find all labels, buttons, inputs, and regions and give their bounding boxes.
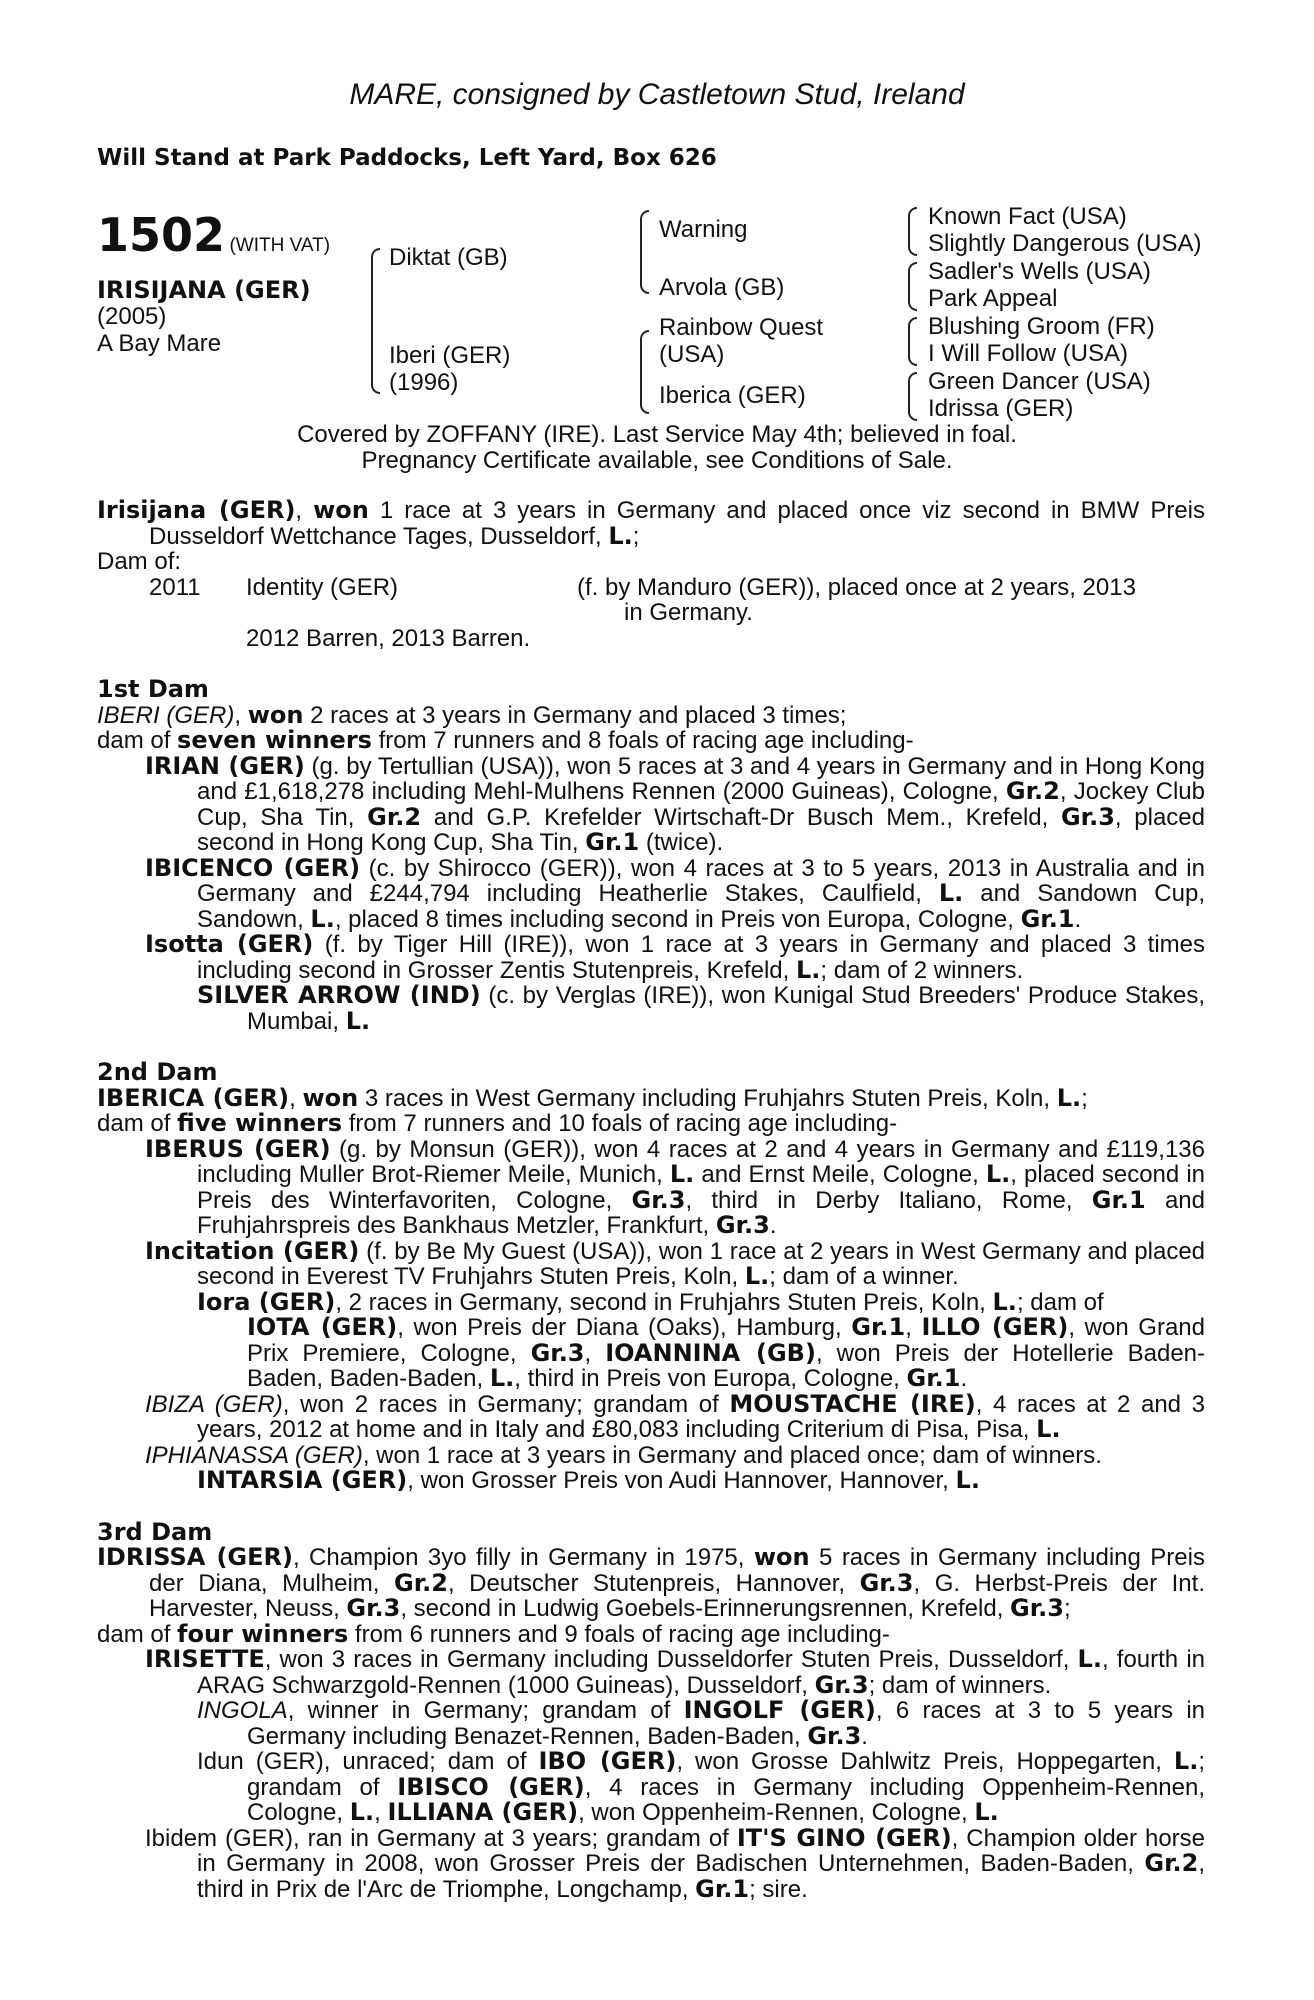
- dam3-winners: four winners: [177, 1619, 349, 1648]
- idrissa-text-4: , G. Herbst-Preis der Int. Harvester, Neuss,: [149, 1569, 1205, 1622]
- ioannina-name: IOANNINA (GB): [605, 1338, 816, 1367]
- ibo-name: IBO (GER): [538, 1747, 677, 1775]
- pedigree-dss: Blushing Groom (FR): [928, 313, 1155, 340]
- pedigree-dam-year: (1996): [389, 369, 459, 396]
- pedigree-ssd: Slightly Dangerous (USA): [928, 230, 1202, 257]
- horse-description: A Bay Mare: [97, 330, 222, 357]
- progeny-silver-arrow: [97, 983, 1205, 1034]
- iberus-dot: .: [769, 1212, 777, 1239]
- irisette-listed: L.: [1077, 1645, 1102, 1673]
- ioannina-dot: .: [960, 1365, 968, 1392]
- incitation-text-2: ; dam of a winner.: [769, 1263, 959, 1290]
- iberica-comma: ,: [289, 1084, 303, 1112]
- iberus-gr3-b: Gr.3: [715, 1211, 770, 1239]
- irian-text-2: , Jockey Club Cup, Sha Tin,: [197, 778, 1205, 831]
- third-dam-heading: 3rd Dam: [97, 1517, 213, 1546]
- iora-listed: L.: [992, 1287, 1017, 1316]
- idrissa-won: won: [753, 1543, 810, 1571]
- lot-number-line: [97, 208, 330, 262]
- intro-won: won: [313, 496, 369, 524]
- progeny-intarsia: [97, 1468, 1205, 1494]
- pedigree-brace-dd: [908, 372, 917, 421]
- irisette-name: IRISETTE: [145, 1645, 265, 1673]
- iphianassa-text: , won 1 race at 3 years in Germany and placed once; dam of winners.: [362, 1441, 1102, 1469]
- lot-number: 1502: [97, 208, 226, 262]
- second-dam-produce-summary: [97, 1111, 1205, 1137]
- ingola-text: , winner in Germany; grandam of: [287, 1697, 684, 1724]
- pedigree-dd: Iberica (GER): [659, 382, 806, 409]
- progeny-incitation: [97, 1236, 1206, 1290]
- intro-listed: L.: [608, 521, 633, 550]
- pedigree-dam: Iberi (GER): [389, 342, 511, 369]
- catalogue-header: MARE, consigned by Castletown Stud, Ireland: [349, 78, 965, 111]
- progeny-iberus: [97, 1134, 1205, 1239]
- iberus-text-2: and Ernst Meile, Cologne,: [694, 1161, 986, 1188]
- iberus-listed-b: L.: [985, 1160, 1011, 1188]
- progeny-ibicenco: [97, 853, 1205, 933]
- second-dam-heading: 2nd Dam: [97, 1058, 218, 1086]
- iberus-gr1: Gr.1: [1091, 1185, 1146, 1214]
- dam3-summary-text: from 6 runners and 9 foals of racing age including-: [348, 1620, 890, 1648]
- ibisco-text: , 4 races in Germany including Oppenheim-Rennen, Cologne,: [247, 1773, 1205, 1826]
- moustache-listed: L.: [1036, 1415, 1061, 1443]
- ibo-listed: L.: [1173, 1747, 1199, 1775]
- produce-desc-cont: in Germany.: [624, 598, 753, 626]
- progeny-idun: [97, 1749, 1205, 1826]
- ibidem-name: Ibidem (GER): [145, 1824, 293, 1852]
- iberica-name: IBERICA (GER): [97, 1083, 290, 1112]
- iora-text-2: ; dam of: [1016, 1288, 1104, 1316]
- intro-paragraph: [97, 498, 1205, 549]
- progeny-iphianassa: [97, 1443, 1205, 1469]
- foaling-year: (2005): [97, 303, 167, 330]
- iberus-text-3: , placed second in Preis des Winterfavoriten, Cologne,: [197, 1161, 1205, 1214]
- ibidem-text: , ran in Germany at 3 years; grandam of: [293, 1824, 737, 1852]
- ioannina-listed: L.: [489, 1364, 515, 1392]
- pedigree-brace-sire: [640, 210, 649, 294]
- pedigree-ds: Rainbow Quest: [659, 314, 824, 341]
- progeny-isotta: [97, 932, 1205, 983]
- pedigree-ss: Warning: [659, 216, 748, 243]
- idrissa-text-2: 5 races in Germany including Preis der Diana, Mulheim,: [149, 1544, 1205, 1597]
- ibisco-name: IBISCO (GER): [397, 1772, 585, 1801]
- pedigree-sd: Arvola (GB): [659, 274, 785, 301]
- pregnancy-line: Pregnancy Certificate available, see Conditions of Sale.: [361, 447, 953, 474]
- idun-name: Idun (GER): [197, 1748, 324, 1775]
- pedigree-sire: Diktat (GB): [389, 244, 508, 271]
- isotta-text-1: (f. by Tiger Hill (IRE)), won 1 race at 3 years in Germany and placed 3 times including second in Grosser Zentis Stutenpreis, Krefeld,: [197, 931, 1206, 984]
- pedigree-dsd: I Will Follow (USA): [928, 340, 1129, 367]
- progeny-irisette: [97, 1647, 1205, 1698]
- irian-gr2: Gr.2: [1005, 777, 1060, 805]
- iberus-text-1: (g. by Monsun (GER)), won 4 races at 2 and 4 years in Germany and £119,136 including Muller Brot-Riemer Meile, Munich,: [197, 1135, 1205, 1188]
- iora-name: Iora (GER): [197, 1287, 336, 1316]
- progeny-irian: [97, 751, 1205, 856]
- iberi-won: won: [247, 700, 304, 729]
- ibiza-name: IBIZA (GER): [145, 1390, 283, 1418]
- dam2-summary-text: from 7 runners and 10 foals of racing age including-: [342, 1110, 898, 1137]
- illiana-text: , won Oppenheim-Rennen, Cologne,: [578, 1799, 975, 1826]
- iphianassa-name: IPHIANASSA (GER): [145, 1441, 363, 1469]
- idrissa-semi: ;: [1063, 1595, 1071, 1622]
- iberica-listed: L.: [1056, 1083, 1082, 1112]
- idrissa-text-1: , Champion 3yo filly in Germany in 1975,: [292, 1544, 754, 1571]
- itsgino-name: IT'S GINO (GER): [736, 1823, 952, 1852]
- ingolf-dot: .: [861, 1722, 868, 1750]
- irian-text-4: , placed second in Hong Kong Cup, Sha Tin,: [197, 803, 1205, 856]
- iberi-name: IBERI (GER): [97, 701, 235, 729]
- covered-line: Covered by ZOFFANY (IRE). Last Service May 4th; believed in foal.: [297, 421, 1017, 448]
- irian-gr2-b: Gr.2: [367, 802, 422, 831]
- ibicenco-name: IBICENCO (GER): [145, 853, 361, 882]
- ibicenco-text-2: and Sandown Cup, Sandown,: [197, 880, 1205, 933]
- incitation-text-1: (f. by Be My Guest (USA)), won 1 race at 2 years in West Germany and placed second in Everest TV Fruhjahrs Stuten Preis, Koln,: [197, 1237, 1206, 1290]
- pedigree-ds-country: (USA): [659, 341, 725, 368]
- dam-of-label: Dam of:: [97, 548, 182, 575]
- irian-text-3: and G.P. Krefelder Wirtschaft-Dr Busch Mem., Krefeld,: [421, 803, 1061, 831]
- silver-arrow-listed: L.: [345, 1006, 371, 1035]
- moustache-text: , 4 races at 2 and 3 years, 2012 at home and in Italy and £80,083 including Criterium di Pisa, Pisa,: [197, 1390, 1206, 1443]
- produce-row: [97, 575, 1205, 626]
- itsgino-gr2: Gr.2: [1144, 1849, 1199, 1877]
- ibisco-listed: L.: [349, 1798, 375, 1826]
- pedigree-brace-dam: [640, 330, 649, 414]
- iberus-text-5: and Fruhjahrspreis des Bankhaus Metzler, Frankfurt,: [197, 1186, 1205, 1239]
- iberi-comma: ,: [234, 701, 248, 729]
- intro-horse-name: Irisijana (GER): [97, 496, 296, 524]
- itsgino-text-1: , Champion older horse in Germany in 2008, won Grosser Preis der Badischen Unternehmen, Baden-Baden,: [197, 1824, 1206, 1877]
- stand-location: Will Stand at Park Paddocks, Left Yard, Box 626: [97, 145, 717, 171]
- first-dam-produce-summary: [97, 728, 1205, 754]
- iota-name: IOTA (GER): [247, 1313, 398, 1341]
- pedigree-sss: Known Fact (USA): [928, 203, 1127, 230]
- first-dam-heading: 1st Dam: [97, 675, 209, 703]
- pedigree-brace-gen1: [371, 248, 380, 394]
- itsgino-text-3: ; sire.: [749, 1875, 808, 1903]
- irisette-gr3: Gr.3: [814, 1670, 869, 1699]
- ingola-name: INGOLA: [197, 1697, 288, 1724]
- idrissa-gr2: Gr.2: [394, 1568, 448, 1597]
- pedigree-dds: Green Dancer (USA): [928, 368, 1151, 395]
- ibicenco-gr1: Gr.1: [1020, 904, 1075, 933]
- illo-comma: ,: [584, 1339, 606, 1367]
- idrissa-gr3-c: Gr.3: [1010, 1594, 1064, 1622]
- dam2-damof: dam of: [97, 1110, 178, 1137]
- intro-text: 1 race at 3 years in Germany and placed once viz second in BMW Preis Dusseldorf Wettchance Tages, Dusseldorf,: [149, 497, 1205, 550]
- dam1-summary-text: from 7 runners and 8 foals of racing age including-: [371, 727, 914, 754]
- iberica-text: 3 races in West Germany including Fruhjahrs Stuten Preis, Koln,: [358, 1084, 1057, 1112]
- dam3-damof: dam of: [97, 1620, 178, 1648]
- produce-barren: 2012 Barren, 2013 Barren.: [246, 624, 531, 652]
- illo-gr3: Gr.3: [530, 1338, 585, 1367]
- itsgino-text-2: , third in Prix de l'Arc de Triomphe, Longchamp,: [197, 1850, 1205, 1903]
- ibo-text-1: , won Grosse Dahlwitz Preis, Hoppegarten,: [676, 1748, 1174, 1775]
- iota-gr1: Gr.1: [851, 1313, 906, 1341]
- ingolf-text: , 6 races at 3 to 5 years in Germany including Benazet-Rennen, Baden-Baden,: [247, 1697, 1206, 1750]
- idrissa-gr3: Gr.3: [859, 1568, 914, 1597]
- intarsia-listed: L.: [955, 1466, 980, 1494]
- pedigree-ddd: Idrissa (GER): [928, 395, 1074, 422]
- illiana-listed: L.: [974, 1798, 999, 1826]
- incitation-name: Incitation (GER): [145, 1236, 360, 1265]
- pedigree-brace-sd: [908, 262, 917, 311]
- isotta-name: Isotta (GER): [145, 930, 314, 958]
- iberica-semi: ;: [1081, 1084, 1088, 1112]
- iberus-listed: L.: [669, 1160, 695, 1188]
- irian-text-1: (g. by Tertullian (USA)), won 5 races at 3 and 4 years in Germany and in Hong Kong and £1,618,278 including Mehl-Mulhens Rennen (2000 Guineas), Cologne,: [197, 752, 1205, 805]
- intro-semicolon: ;: [632, 522, 640, 550]
- iberica-won: won: [302, 1083, 359, 1112]
- pedigree-sdd: Park Appeal: [928, 285, 1058, 312]
- irisette-text-1: , won 3 races in Germany including Dusseldorfer Stuten Preis, Dusseldorf,: [264, 1646, 1078, 1673]
- dam1-winners: seven winners: [177, 726, 372, 754]
- idrissa-text-5: , second in Ludwig Goebels-Erinnerungsrennen, Krefeld,: [400, 1595, 1011, 1622]
- irisette-text-3: ; dam of winners.: [868, 1671, 1052, 1699]
- silver-arrow-text: (c. by Verglas (IRE)), won Kunigal Stud Breeders' Produce Stakes, Mumbai,: [247, 982, 1205, 1035]
- irisette-text-2: , fourth in ARAG Schwarzgold-Rennen (1000 Guineas), Dusseldorf,: [197, 1646, 1205, 1699]
- illo-text: , won Grand Prix Premiere, Cologne,: [247, 1314, 1206, 1367]
- iberi-text: 2 races at 3 years in Germany and placed 3 times;: [303, 701, 847, 729]
- progeny-iora: [97, 1287, 1205, 1316]
- ioannina-text-1: , won Preis der Hotellerie Baden-Baden, Baden-Baden,: [247, 1339, 1206, 1392]
- produce-desc: (f. by Manduro (GER)), placed once at 2 years, 2013: [577, 573, 1136, 601]
- ibo-text-2: ; grandam of: [247, 1748, 1205, 1801]
- ibicenco-dot: .: [1074, 905, 1082, 933]
- isotta-listed: L.: [795, 955, 821, 984]
- idrissa-text-3: , Deutscher Stutenpreis, Hannover,: [447, 1569, 860, 1597]
- ibicenco-text-3: , placed 8 times including second in Preis von Europa, Cologne,: [334, 905, 1021, 933]
- iota-comma: ,: [905, 1314, 922, 1341]
- ibisco-comma: ,: [374, 1799, 388, 1826]
- idrissa-name: IDRISSA (GER): [97, 1543, 293, 1571]
- ibiza-text: , won 2 races in Germany; grandam of: [282, 1390, 730, 1418]
- silver-arrow-name: SILVER ARROW (IND): [197, 981, 481, 1009]
- idrissa-gr3-b: Gr.3: [346, 1594, 401, 1622]
- pedigree-sds: Sadler's Wells (USA): [928, 258, 1151, 285]
- ibicenco-listed: L.: [938, 879, 964, 907]
- horse-name: IRISIJANA (GER): [97, 276, 311, 304]
- catalogue-body: [97, 498, 1205, 1902]
- pedigree-brace-ds: [908, 317, 917, 366]
- produce-name: Identity (GER): [246, 573, 399, 601]
- ibicenco-listed-b: L.: [310, 904, 335, 933]
- isotta-text-2: ; dam of 2 winners.: [820, 956, 1024, 984]
- ibicenco-text-1: (c. by Shirocco (GER)), won 4 races at 3 to 5 years, 2013 in Australia and in Germany and £244,794 including Heatherlie Stakes, Caulfield,: [197, 854, 1205, 907]
- intro-comma: ,: [295, 497, 314, 524]
- iota-text: , won Preis der Diana (Oaks), Hamburg,: [397, 1314, 852, 1341]
- intarsia-text: , won Grosser Preis von Audi Hannover, Hannover,: [407, 1467, 956, 1494]
- progeny-ingola: [97, 1698, 1205, 1749]
- third-dam-line: [97, 1545, 1205, 1622]
- iberus-text-4: , third in Derby Italiano, Rome,: [685, 1186, 1092, 1214]
- iberus-name: IBERUS (GER): [145, 1134, 331, 1163]
- moustache-name: MOUSTACHE (IRE): [729, 1389, 976, 1418]
- progeny-ibidem: [97, 1823, 1206, 1903]
- illo-name: ILLO (GER): [921, 1313, 1069, 1341]
- intarsia-name: INTARSIA (GER): [197, 1466, 408, 1494]
- irian-gr1: Gr.1: [585, 828, 640, 856]
- pedigree-brace-ss: [908, 207, 917, 256]
- itsgino-gr1: Gr.1: [695, 1874, 750, 1903]
- irian-gr3: Gr.3: [1060, 802, 1115, 831]
- ingolf-gr3: Gr.3: [807, 1721, 862, 1750]
- progeny-ibiza: [97, 1389, 1206, 1443]
- produce-year: 2011: [149, 573, 201, 601]
- irian-name: IRIAN (GER): [145, 751, 305, 780]
- ioannina-gr1: Gr.1: [906, 1364, 961, 1392]
- dam2-winners: five winners: [177, 1109, 343, 1137]
- iberus-gr3: Gr.3: [631, 1185, 686, 1214]
- illiana-name: ILLIANA (GER): [387, 1798, 579, 1826]
- ingolf-name: INGOLF (GER): [683, 1696, 876, 1724]
- iora-text-1: , 2 races in Germany, second in Fruhjahrs Stuten Preis, Koln,: [335, 1288, 993, 1316]
- ioannina-text-2: , third in Preis von Europa, Cologne,: [514, 1365, 907, 1392]
- third-dam-produce-summary: [97, 1619, 1205, 1648]
- first-dam-line: [97, 700, 1205, 729]
- vat-note: (WITH VAT): [229, 235, 331, 256]
- incitation-listed: L.: [744, 1262, 770, 1290]
- idun-text: , unraced; dam of: [323, 1748, 539, 1775]
- dam1-damof: dam of: [97, 727, 178, 754]
- second-dam-line: [97, 1083, 1205, 1112]
- progeny-iora-produce: [97, 1315, 1205, 1392]
- irian-text-5: (twice).: [639, 829, 724, 856]
